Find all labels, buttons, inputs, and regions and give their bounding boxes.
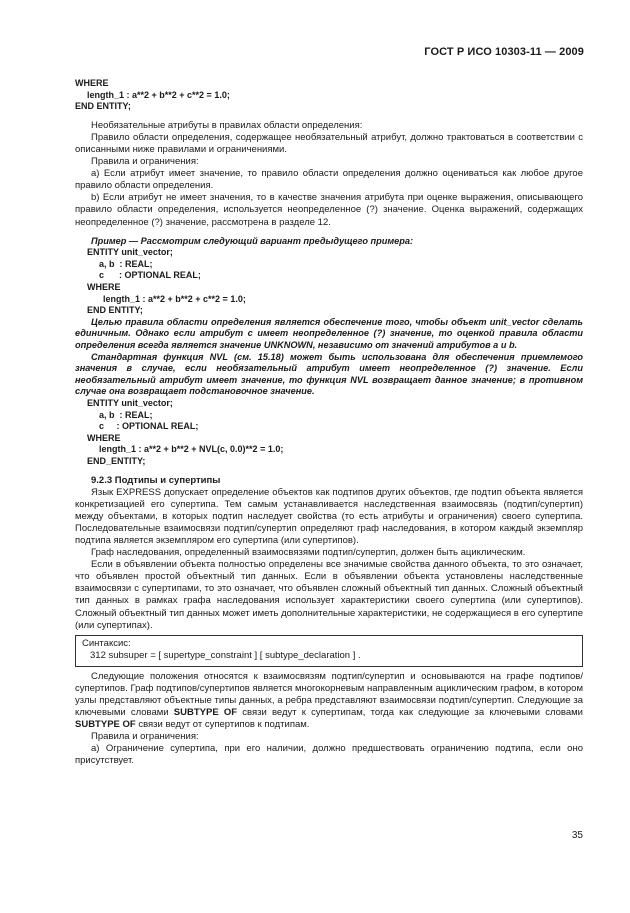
paragraph-rules-heading: Правила и ограничения:	[91, 156, 199, 168]
example-code-line: WHERE	[87, 282, 121, 292]
code-length-rule: length_1 : a**2 + b**2 + c**2 = 1.0;	[87, 89, 230, 100]
code-end-entity: END ENTITY;	[75, 101, 131, 112]
paragraph-graph-relations: Следующие положения относятся к взаимосвязям подтип/супертип и основываются на графе подтипов/супертипов. Граф подтипов/супертипов является многокорневым направленным ациклическим графом, в котором узлы представляют объектные типы данных, а ребра представляют взаимосвязи подтип/супертип. Следующие за ключевыми словами SUBTYPE OF связи ведут к супертипам, тогда как следующие за ключевыми словами SUBTYPE OF связи ведут от супертипов к подтипам.	[75, 670, 583, 731]
example-code-line: END_ENTITY;	[87, 455, 146, 466]
paragraph-subtypes-intro: Язык EXPRESS допускает определение объектов как подтипов других объектов, где подтип объекта является конкретизацией его супертипа. Тем самым устанавливается наследственная взаимосвязь (подтип/супертип) между объектами, в которых подтип наследует свойства (то есть атрибуты и ограничения) своего супертипа. Последовательные взаимосвязи подтип/супертип определяют граф наследования, в котором каждый экземпляр подтипа является экземпляром его супертипа (или супертипов).	[75, 486, 583, 546]
code-where: WHERE	[75, 78, 109, 88]
example-code-line: a, b : REAL;	[99, 409, 153, 420]
example-code-line: WHERE	[87, 432, 121, 443]
keyword-subtype-of: SUBTYPE OF	[75, 719, 136, 731]
example-nvl-note: Стандартная функция NVL (см. 15.18) может быть использована для обеспечения приемлемого значения в случае, если необязательный атрибут имеет неопределенное (?) значение. Если необязательный атрибут имеет значение, то функция NVL возвращает данное значение; в противном случае она возвращает подстановочное значение.	[75, 351, 583, 397]
page-header-standard-id: ГОСТ Р ИСО 10303-11 — 2009	[424, 46, 584, 58]
example-code-line: ENTITY unit_vector;	[87, 247, 173, 258]
example-code-line: a, b : REAL;	[99, 258, 153, 269]
example-code-line: ENTITY unit_vector;	[87, 397, 173, 408]
paragraph-rules-heading-2: Правила и ограничения:	[91, 731, 199, 743]
example-explanation: Целью правила области определения является обеспечение того, чтобы объект unit_vector сделать единичным. Однако если атрибут c имеет неопределенное (?) значение, то оценкой правила области определения всегда является значение UNKNOWN, независимо от значений атрибутов a и b.	[75, 316, 583, 350]
paragraph-rule-supertype: а) Ограничение супертипа, при его наличии, должно предшествовать ограничению подтипа, если оно присутствует.	[75, 743, 583, 767]
paragraph-optional-attributes: Необязательные атрибуты в правилах области определения:	[91, 119, 363, 131]
syntax-box	[75, 635, 583, 667]
paragraph-entity-types: Если в объявлении объекта полностью определены все значимые свойства данного объекта, то это означает, что объявлен простой объектный тип данных. Если в объявлении объекта установлены наследственные взаимосвязи с супертипами, то это означает, что объявлен сложный объектный тип данных. Сложный объектный тип данных в рамках графа наследования использует характеристики своего супертипа (или супертипов). Сложный объектный тип данных может иметь дополнительные характеристики, не содержащиеся в его супертипе (или супертипах).	[75, 559, 583, 631]
keyword-subtype-of: SUBTYPE OF	[173, 707, 238, 718]
section-heading: 9.2.3 Подтипы и супертипы	[91, 474, 221, 486]
paragraph-domain-rule: Правило области определения, содержащее необязательный атрибут, должно трактоваться в соответствии с описанными ниже правилами и ограничениями.	[75, 131, 583, 155]
paragraph-rule-a: а) Если атрибут имеет значение, то правило области определения должно оцениваться как любое другое правило области определения.	[75, 168, 583, 192]
page-number: 35	[571, 830, 583, 841]
example-title: Пример — Рассмотрим следующий вариант предыдущего примера:	[91, 235, 414, 246]
example-code-line: length_1 : a**2 + b**2 + NVL(c, 0.0)**2 = 1.0;	[99, 444, 284, 455]
example-code-line: END ENTITY;	[87, 305, 143, 316]
syntax-rule: 312 subsuper = [ supertype_constraint ] [ subtype_declaration ] .	[90, 650, 361, 662]
paragraph-acyclic-graph: Граф наследования, определенный взаимосвязями подтип/супертип, должен быть ациклическим.	[91, 547, 526, 559]
syntax-label: Синтаксис:	[82, 637, 131, 649]
paragraph-rule-b: b) Если атрибут не имеет значения, то в качестве значения атрибута при оценке выражения, описывающего правило области определения, используется неопределенное (?) значение. Оценка выражений, содержащих неопределенное (?) значение, рассмотрена в разделе 12.	[75, 192, 583, 228]
example-code-line: length_1 : a**2 + b**2 + c**2 = 1.0;	[103, 293, 246, 304]
example-code-line: c : OPTIONAL REAL;	[99, 270, 201, 281]
page-content	[75, 78, 583, 767]
example-code-line: c : OPTIONAL REAL;	[99, 421, 199, 432]
